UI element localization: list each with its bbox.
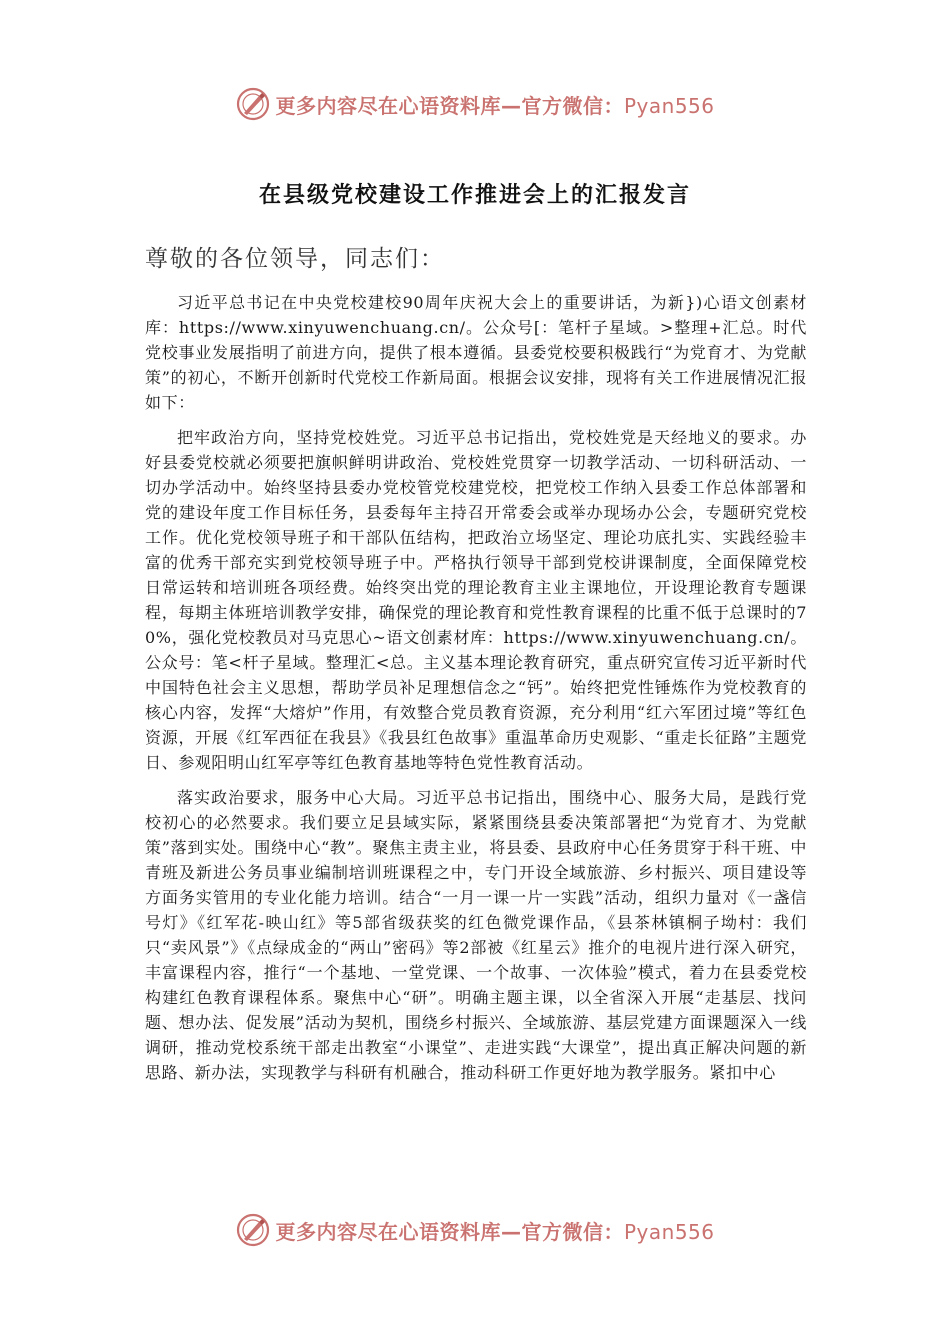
banner-wechat-id: Pyan556 — [623, 93, 715, 118]
header-watermark-banner — [0, 82, 950, 126]
banner-text — [275, 90, 714, 119]
banner-main-text: 更多内容尽在心语资料库—官方微信： — [275, 1219, 624, 1244]
banner-wechat-id: Pyan556 — [623, 1219, 715, 1244]
pen-circle-logo-icon — [235, 1212, 271, 1248]
paragraph-3: 落实政治要求，服务中心大局。习近平总书记指出，围绕中心、服务大局，是践行党校初心的必然要求。我们要立足县域实际，紧紧围绕县委决策部署把“为党育才、为党献策”落到实处。围绕中心“教”。聚焦主责主业，将县委、县政府中心任务贯穿于科干班、中青班及新进公务员事业编制培训班课程之中，专门开设全域旅游、乡村振兴、项目建设等方面务实管用的专业化能力培训。结合“一月一课一片一实践”活动，组织力量对《一盏信号灯》《红军花-映山红》等5部省级获奖的红色微党课作品，《县茶林镇桐子坳村：我们只“卖风景”》《点绿成金的“两山”密码》等2部被《红星云》推介的电视片进行深入研究，丰富课程内容，推行“一个基地、一堂党课、一个故事、一次体验”模式，着力在县委党校构建红色教育课程体系。聚焦中心“研”。明确主题主课，以全省深入开展“走基层、找问题、想办法、促发展”活动为契机，围绕乡村振兴、全域旅游、基层党建方面课题深入一线调研，推动党校系统干部走出教室“小课堂”、走进实践“大课堂”，提出真正解决问题的新思路、新办法，实现教学与科研有机融合，推动科研工作更好地为教学服务。紧扣中心 — [145, 788, 807, 1082]
document-body — [145, 290, 807, 1095]
paragraph-2: 把牢政治方向，坚持党校姓党。习近平总书记指出，党校姓党是天经地义的要求。办好县委党校就必须要把旗帜鲜明讲政治、党校姓党贯穿一切教学活动、一切科研活动、一切办学活动中。始终坚持县委办党校管党校建党校，把党校工作纳入县委工作总体部署和党的建设年度工作目标任务，县委每年主持召开常委会或举办现场办公会，专题研究党校工作。优化党校领导班子和干部队伍结构，把政治立场坚定、理论功底扎实、实践经验丰富的优秀干部充实到党校领导班子中。严格执行领导干部到党校讲课制度，全面保障党校日常运转和培训班各项经费。始终突出党的理论教育主业主课地位，开设理论教育专题课程，每期主体班培训教学安排，确保党的理论教育和党性教育课程的比重不低于总课时的70%，强化党校教员对马克思心~语文创素材库：https://www.xinyuwenchuang.cn/。公众号：笔<杆子星域。整理汇<总。主义基本理论教育研究，重点研究宣传习近平新时代中国特色社会主义思想，帮助学员补足理想信念之“钙”。始终把党性锤炼作为党校教育的核心内容，发挥“大熔炉”作用，有效整合党员教育资源，充分利用“红六军团过境”等红色资源，开展《红军西征在我县》《我县红色故事》重温革命历史观影、“重走长征路”主题党日、参观阳明山红军亭等红色教育基地等特色党性教育活动。 — [145, 428, 807, 772]
banner-main-text: 更多内容尽在心语资料库—官方微信： — [275, 93, 624, 118]
document-title: 在县级党校建设工作推进会上的汇报发言 — [258, 182, 691, 208]
paragraph-1: 习近平总书记在中央党校建校90周年庆祝大会上的重要讲话，为新})心语文创素材库：https://www.xinyuwenchuang.cn/。公众号[：笔杆子星域。>整理+汇总。时代党校事业发展指明了前进方向，提供了根本遵循。县委党校要积极践行“为党育才、为党献策”的初心，不断开创新时代党校工作新局面。根据会议安排，现将有关工作进展情况汇报如下： — [145, 293, 807, 412]
salutation: 尊敬的各位领导，同志们： — [145, 246, 445, 272]
footer-watermark-banner — [0, 1208, 950, 1252]
banner-text — [275, 1216, 714, 1245]
pen-circle-logo-icon — [235, 86, 271, 122]
